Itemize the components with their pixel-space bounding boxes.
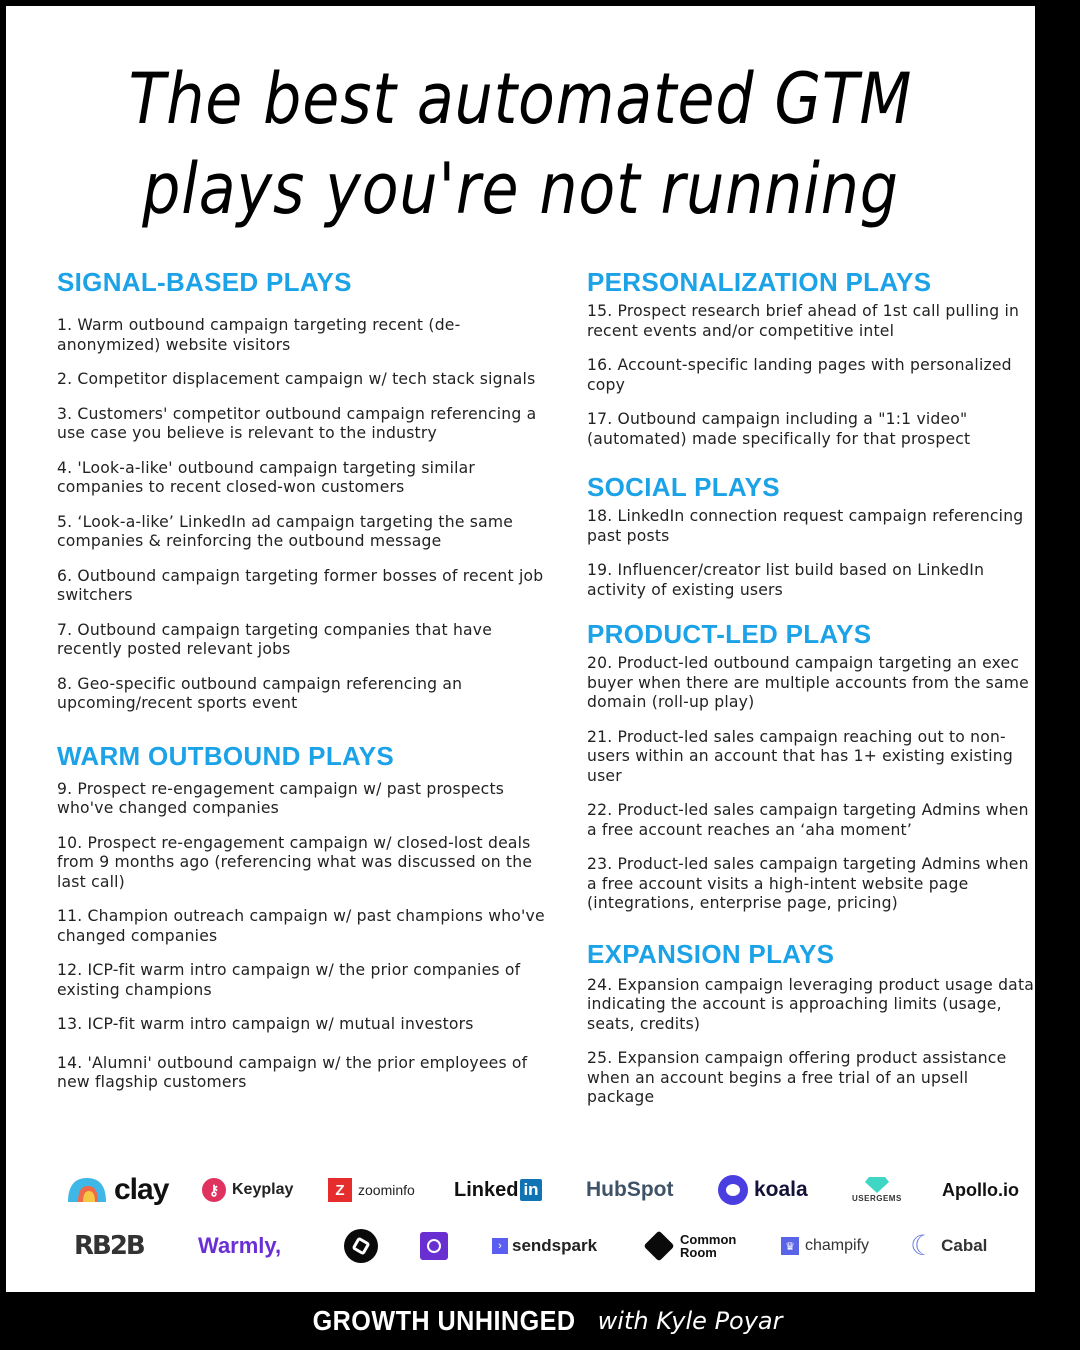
play-item-2: 2. Competitor displacement campaign w/ tech stack signals: [57, 370, 536, 388]
section-heading-product-led: PRODUCT-LED PLAYS: [587, 619, 872, 649]
usergems-gem-icon: [865, 1177, 889, 1193]
clay-logo-icon: [66, 1176, 108, 1204]
logo-common-room: [648, 1226, 736, 1266]
left-column: [57, 264, 562, 1093]
play-item-18: 18. LinkedIn connection request campaign referencing past posts: [587, 507, 1024, 545]
title-line-1: The best automated GTM: [128, 58, 913, 140]
play-item-14: 14. 'Alumni' outbound campaign w/ the prior employees of new flagship customers: [57, 1053, 528, 1091]
play-item-24: 24. Expansion campaign leveraging product usage data indicating the account is approaching limits (usage, seats, credits): [587, 975, 1035, 1033]
footer-brand: GROWTH UNHINGED: [312, 1305, 576, 1336]
footer-byline: with Kyle Poyar: [597, 1307, 783, 1335]
play-item-8: 8. Geo-specific outbound campaign referencing an upcoming/recent sports event: [57, 674, 463, 712]
sendspark-wordmark: sendspark: [512, 1236, 598, 1255]
logo-rb2b: [74, 1226, 144, 1266]
keyplay-wordmark: Keyplay: [232, 1181, 294, 1198]
hexagon-logo-icon: [344, 1229, 378, 1263]
play-item-25: 25. Expansion campaign offering product assistance when an account begins a free trial of an upsell package: [587, 1049, 1007, 1106]
logo-row-2: [6, 1226, 1035, 1266]
koala-icon: [718, 1175, 748, 1205]
footer-bar: [0, 1292, 1080, 1350]
hubspot-wordmark: HubSpot: [586, 1178, 674, 1201]
common-room-word-1: Common: [680, 1232, 737, 1247]
logo-champify: [781, 1226, 869, 1266]
play-item-12: 12. ICP-fit warm intro campaign w/ the prior companies of existing champions: [57, 961, 521, 999]
linkedin-wordmark: Linked: [454, 1178, 519, 1201]
apollo-wordmark: Apollo.io: [942, 1179, 1019, 1200]
zoominfo-wordmark: zoominfo: [358, 1182, 415, 1198]
logo-sendspark: [492, 1226, 597, 1266]
play-item-13: 13. ICP-fit warm intro campaign w/ mutual investors: [57, 1015, 474, 1033]
page-title: [78, 54, 963, 234]
logo-koala: [718, 1170, 808, 1210]
section-heading-expansion: EXPANSION PLAYS: [587, 938, 835, 969]
section-heading-personalization: PERSONALIZATION PLAYS: [587, 267, 932, 297]
champify-crown-icon: ♛: [781, 1237, 799, 1255]
play-item-9: 9. Prospect re-engagement campaign w/ past prospects who've changed companies: [57, 779, 505, 817]
rb2b-wordmark: RB2B: [74, 1231, 144, 1261]
right-column: [587, 264, 1037, 1108]
usergems-wordmark: USERGEMS: [852, 1194, 902, 1203]
logo-row-1: [6, 1170, 1035, 1210]
sendspark-arrow-icon: ›: [492, 1238, 508, 1254]
section-heading-warm-outbound: WARM OUTBOUND PLAYS: [57, 740, 394, 771]
crystal-ball-icon: [420, 1232, 448, 1260]
champify-wordmark: champify: [805, 1237, 870, 1254]
logo-usergems: [852, 1170, 902, 1210]
warmly-wordmark: Warmly,: [198, 1233, 282, 1258]
logo-crystal-ball: [420, 1226, 448, 1266]
play-item-23: 23. Product-led sales campaign targeting Admins when a free account visits a high-intent website page (integrations, enterprise page, pricing): [587, 855, 1029, 912]
play-item-21: 21. Product-led sales campaign reaching out to non-users within an account that has 1+ existing existing user: [587, 727, 1013, 785]
common-room-diamond-icon: [643, 1230, 674, 1261]
play-item-11: 11. Champion outreach campaign w/ past champions who've changed companies: [57, 907, 545, 945]
logo-hubspot: [586, 1170, 673, 1210]
koala-wordmark: koala: [754, 1178, 808, 1201]
play-item-6: 6. Outbound campaign targeting former bosses of recent job switchers: [57, 566, 544, 604]
common-room-word-2: Room: [680, 1245, 717, 1260]
logo-linkedin: [454, 1170, 542, 1210]
play-item-5: 5. ‘Look-a-like’ LinkedIn ad campaign targeting the same companies & reinforcing the outbound message: [57, 512, 514, 550]
logo-clay: [66, 1170, 168, 1210]
cabal-crescent-icon: ☾: [910, 1229, 936, 1262]
logo-warmly: [198, 1226, 281, 1266]
play-item-4: 4. 'Look-a-like' outbound campaign targeting similar companies to recent closed-won customers: [57, 458, 476, 496]
logo-circle-brand: [344, 1226, 378, 1266]
linkedin-in-icon: in: [520, 1179, 541, 1201]
zoominfo-z-icon: Z: [328, 1178, 352, 1202]
logo-apollo: [942, 1170, 1019, 1210]
title-line-2: plays you're not running: [142, 148, 899, 230]
keyplay-key-icon: ⚷: [202, 1178, 226, 1202]
play-item-7: 7. Outbound campaign targeting companies that have recently posted relevant jobs: [57, 620, 493, 658]
play-item-1: 1. Warm outbound campaign targeting recent (de-anonymized) website visitors: [57, 316, 461, 354]
logo-zoominfo: [328, 1170, 415, 1210]
cabal-wordmark: Cabal: [941, 1236, 988, 1255]
play-item-16: 16. Account-specific landing pages with personalized copy: [587, 356, 1012, 394]
play-item-3: 3. Customers' competitor outbound campaign referencing a use case you believe is relevant to the industry: [57, 404, 537, 442]
play-item-19: 19. Influencer/creator list build based on LinkedIn activity of existing users: [587, 561, 985, 599]
section-heading-social: SOCIAL PLAYS: [587, 472, 780, 502]
play-item-15: 15. Prospect research brief ahead of 1st call pulling in recent events and/or competitive intel: [587, 302, 1020, 340]
play-item-10: 10. Prospect re-engagement campaign w/ closed-lost deals from 9 months ago (referencing what was discussed on the last call): [57, 833, 533, 891]
content-card: [6, 6, 1035, 1292]
play-item-20: 20. Product-led outbound campaign targeting an exec buyer when there are multiple accounts from the same domain (roll-up play): [587, 654, 1029, 711]
play-item-17: 17. Outbound campaign including a "1:1 video" (automated) made specifically for that prospect: [587, 410, 971, 448]
play-item-22: 22. Product-led sales campaign targeting Admins when a free account reaches an ‘aha moment’: [587, 801, 1029, 839]
section-heading-signal-based: SIGNAL-BASED PLAYS: [57, 267, 352, 297]
clay-wordmark: clay: [114, 1173, 169, 1206]
logo-keyplay: [202, 1170, 293, 1210]
logo-cabal: [910, 1226, 987, 1266]
